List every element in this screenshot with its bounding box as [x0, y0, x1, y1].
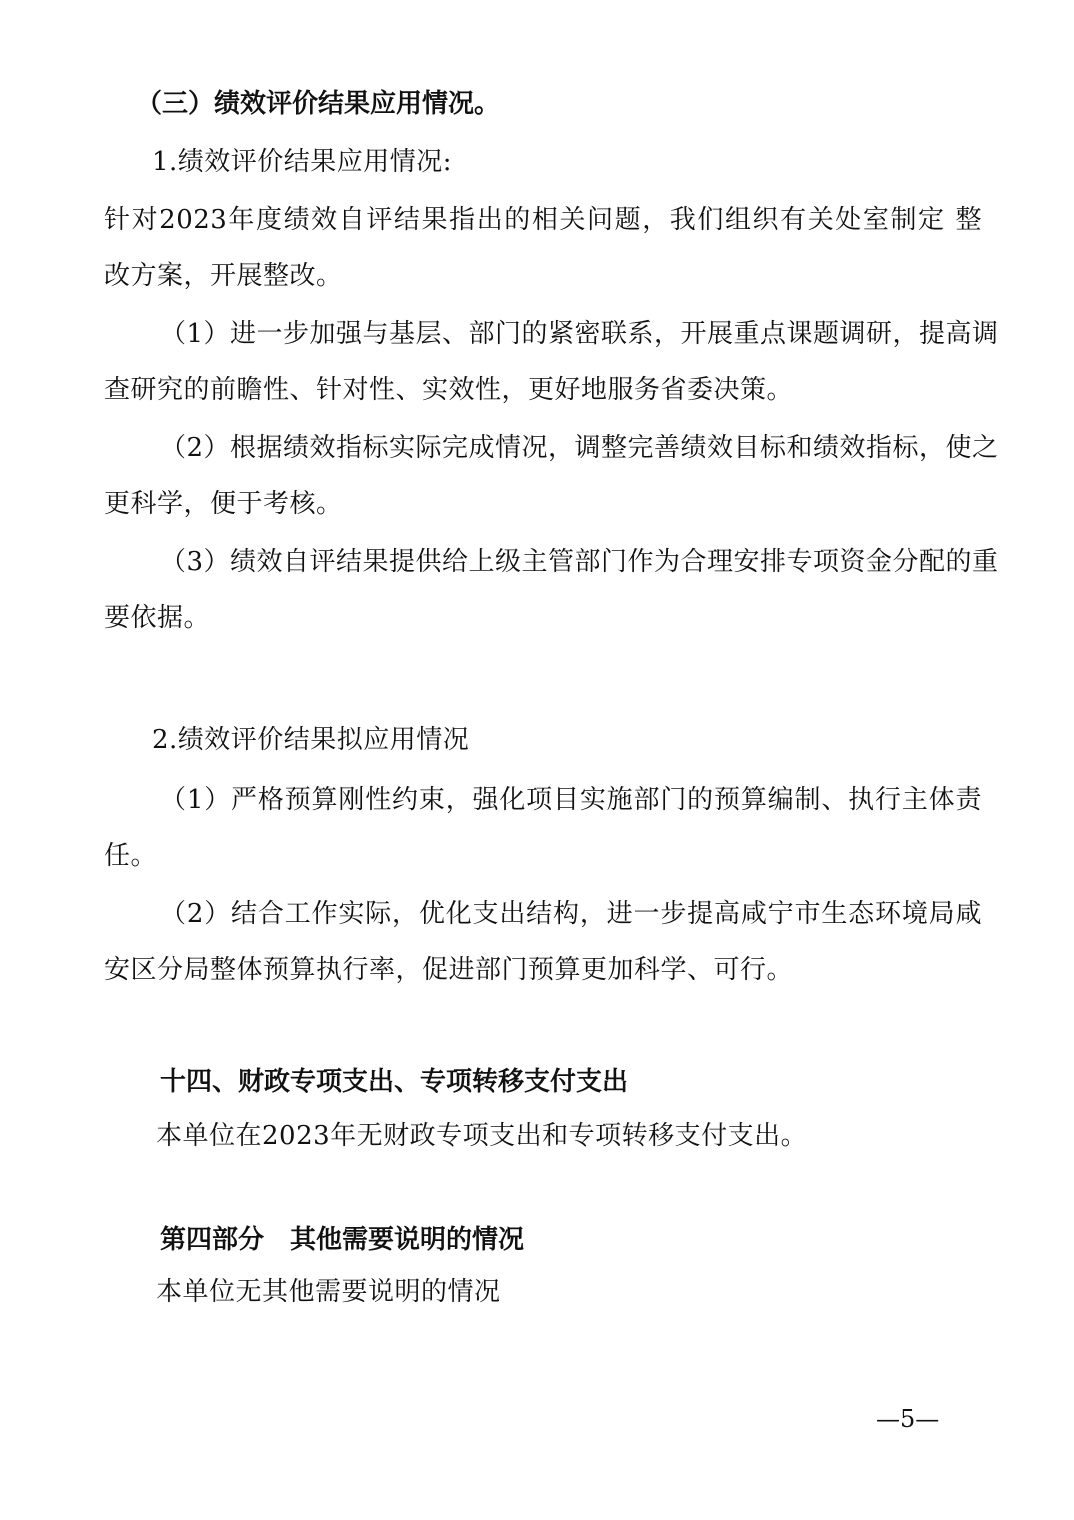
plan-2-line-1: （2）结合工作实际，优化支出结构，进一步提高咸宁市生态环境局咸	[160, 899, 982, 929]
intro-paragraph-line-1: 针对2023年度绩效自评结果指出的相关问题，我们组织有关处室制定 整	[104, 205, 982, 235]
subsection-title-planned-application: 2.绩效评价结果拟应用情况	[152, 725, 470, 755]
item-1-line-2: 查研究的前瞻性、针对性、实效性，更好地服务省委决策。	[104, 375, 794, 405]
intro-paragraph-line-2: 改方案，开展整改。	[104, 261, 343, 291]
part-four-heading: 第四部分 其他需要说明的情况	[160, 1225, 525, 1255]
section-heading-performance-results: （三）绩效评价结果应用情况。	[136, 89, 501, 119]
item-2-line-1: （2）根据绩效指标实际完成情况，调整完善绩效目标和绩效指标，使之	[160, 433, 999, 463]
subsection-title-application: 1.绩效评价结果应用情况:	[152, 147, 453, 177]
item-3-line-2: 要依据。	[104, 603, 211, 633]
special-expenditure-statement: 本单位在2023年无财政专项支出和专项转移支付支出。	[156, 1121, 808, 1151]
part-four-statement: 本单位无其他需要说明的情况	[156, 1277, 501, 1307]
plan-1-line-1: （1）严格预算刚性约束，强化项目实施部门的预算编制、执行主体责	[160, 785, 982, 815]
plan-1-line-2: 任。	[104, 841, 158, 871]
page-number: —5—	[876, 1405, 940, 1433]
item-1-line-1: （1）进一步加强与基层、部门的紧密联系，开展重点课题调研，提高调	[160, 319, 999, 349]
item-2-line-2: 更科学，便于考核。	[104, 489, 343, 519]
section-heading-special-expenditure: 十四、财政专项支出、专项转移支付支出	[160, 1067, 629, 1097]
plan-2-line-2: 安区分局整体预算执行率，促进部门预算更加科学、可行。	[104, 955, 794, 985]
item-3-line-1: （3）绩效自评结果提供给上级主管部门作为合理安排专项资金分配的重	[160, 547, 999, 577]
